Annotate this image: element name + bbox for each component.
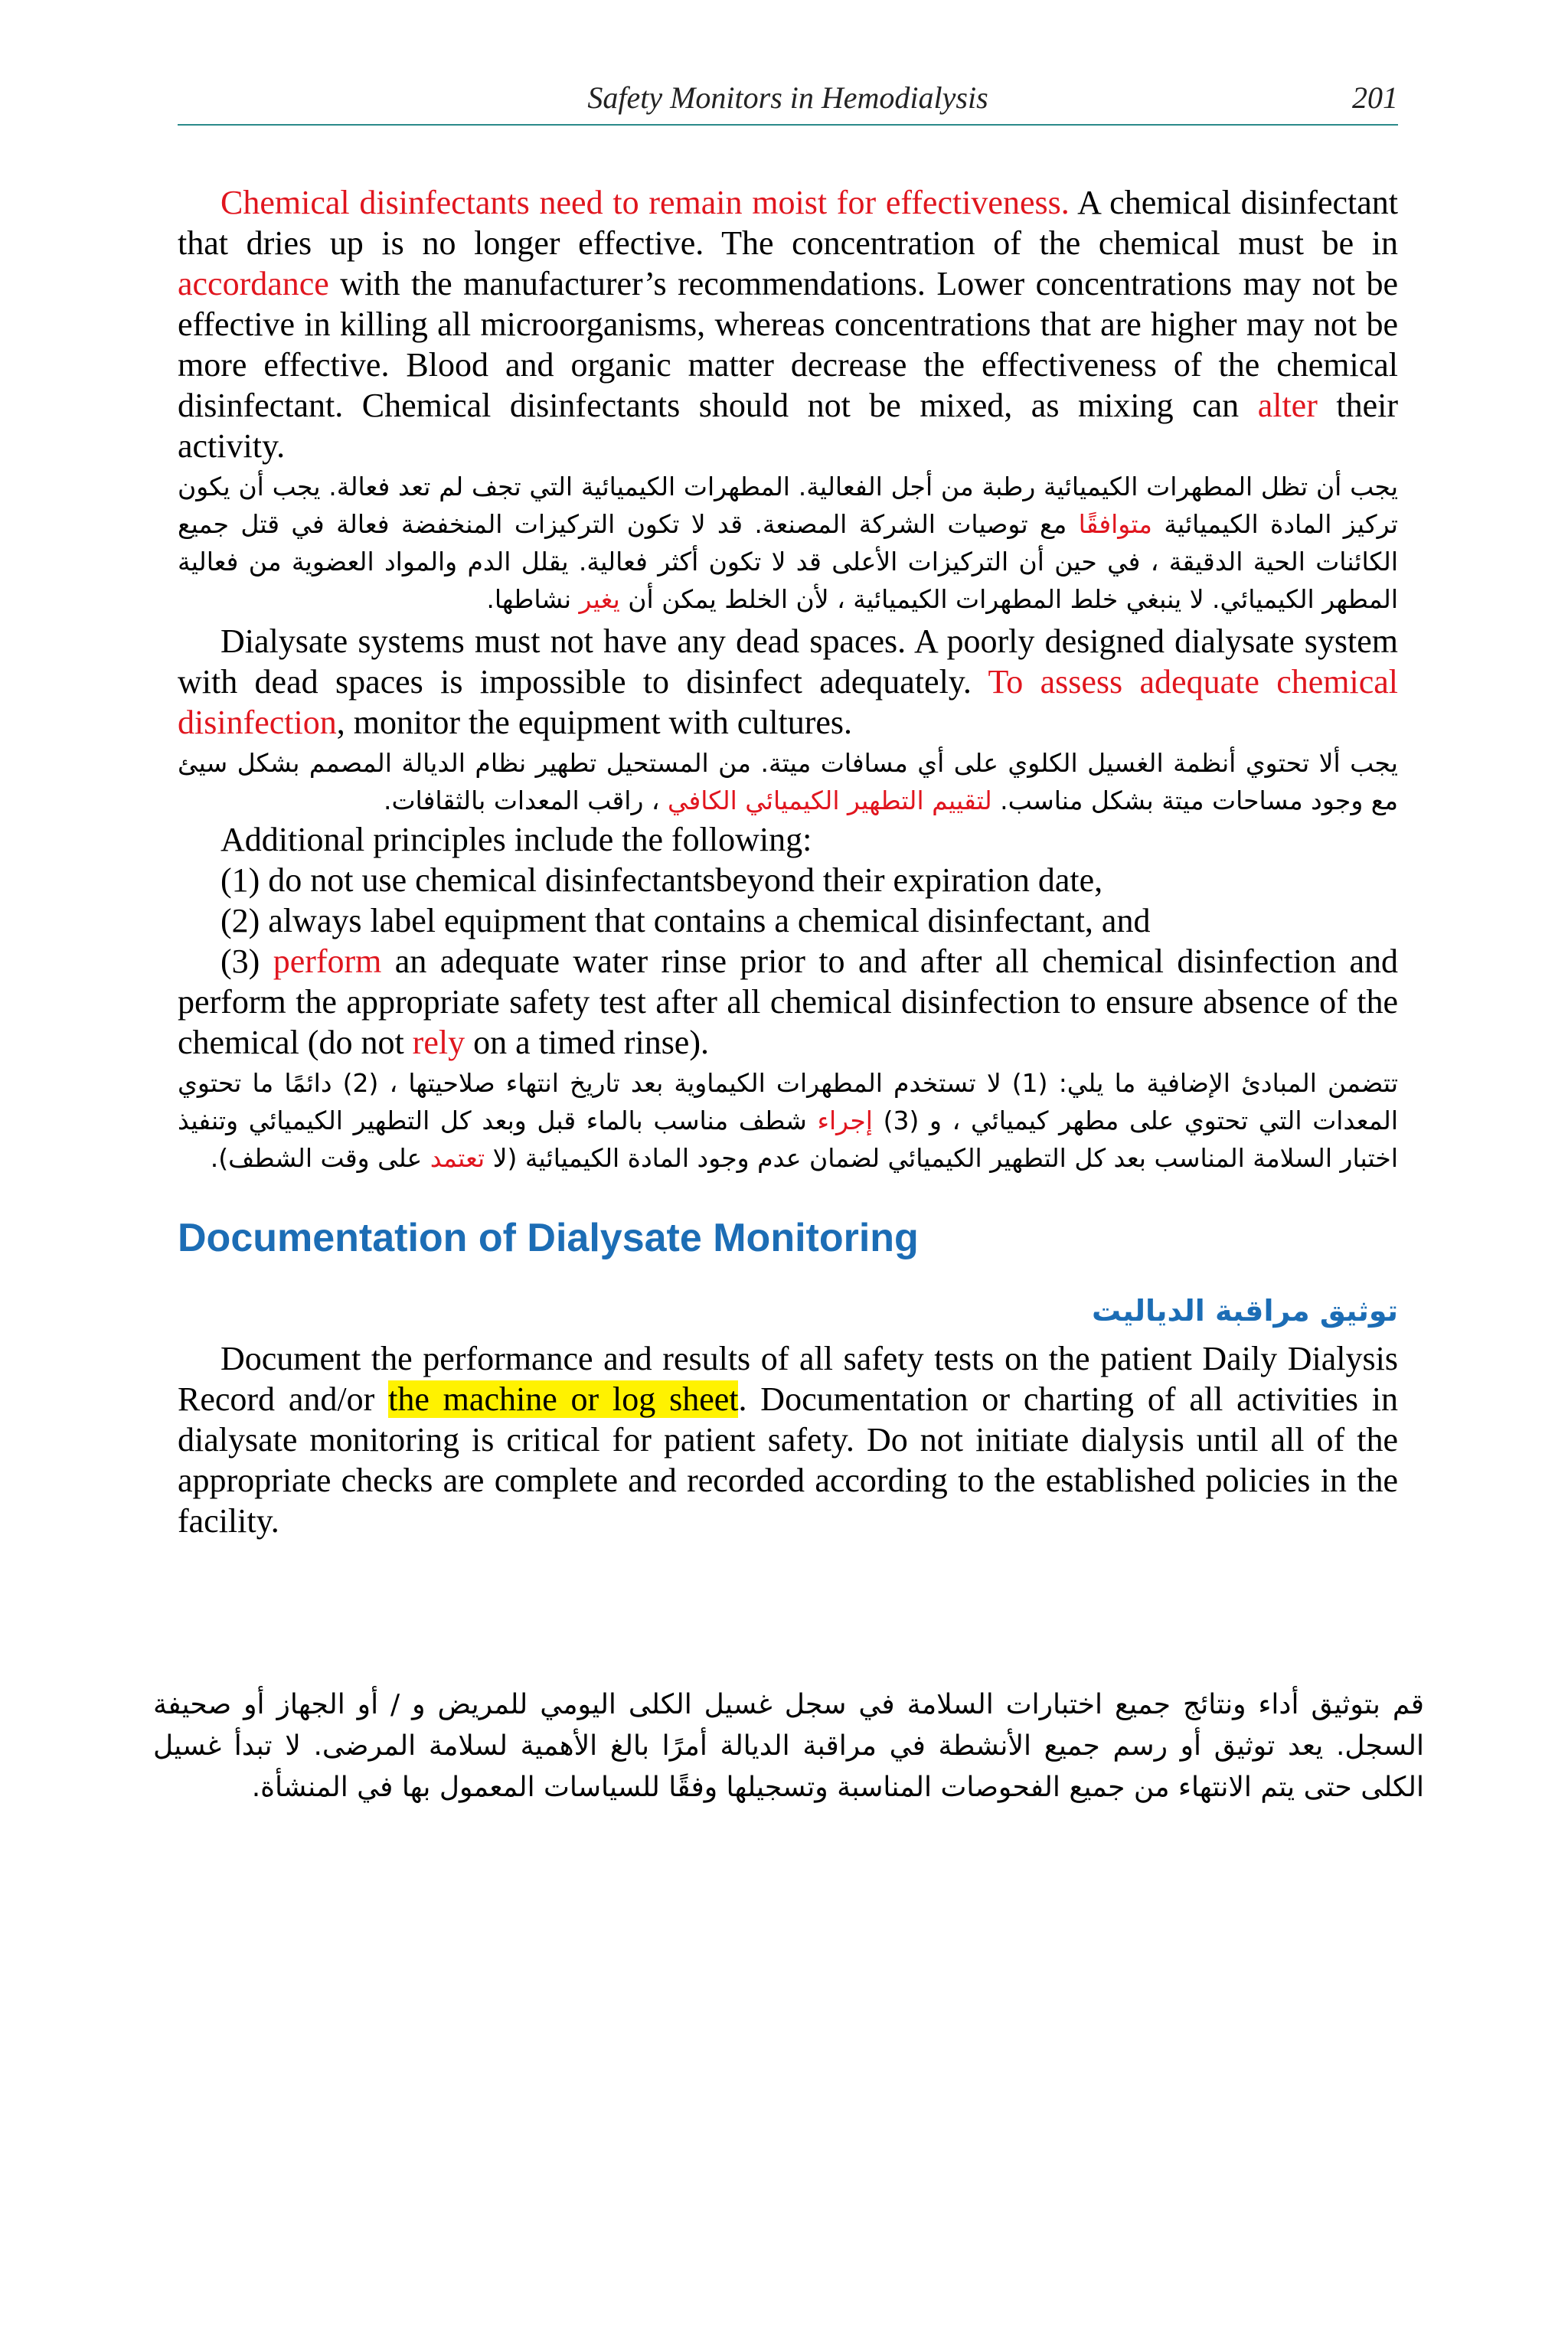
page-number: 201 — [1352, 80, 1398, 115]
principles-list — [178, 819, 1398, 1063]
red-word-ar: تعتمد — [430, 1143, 485, 1173]
running-title: Safety Monitors in Hemodialysis — [587, 80, 988, 115]
highlighted-phrase: the machine or log sheet — [388, 1380, 739, 1419]
red-phrase: To assess adequate chemical disinfection — [178, 663, 1398, 741]
red-word: alter — [1257, 387, 1318, 424]
list-intro: Additional principles include the following: — [220, 821, 812, 858]
red-word-ar: يغير — [579, 584, 620, 614]
red-word: perform — [273, 942, 382, 980]
paragraph-documentation-ar: قم بتوثيق أداء ونتائج جميع اختبارات السلامة في سجل غسيل الكلى اليومي للمريض و / أو الجهاز أو صحيفة السجل. يعد توثيق أو رسم جميع الأنشطة في مراقبة الديالة أمرًا بالغ الأهمية لسلامة المرضى. لا تبدأ غسيل الكلى حتى يتم الانتهاء من جميع الفحوصات المناسبة وتسجيلها وفقًا للسياسات المعمول بها في المنشأة. — [153, 1689, 1424, 1803]
paragraph-disinfectants-ar: يجب أن تظل المطهرات الكيميائية رطبة من أجل الفعالية. المطهرات الكيميائية التي تجف لم تعد فعالة. يجب أن يكون تركيز المادة الكيميائية متوافقًا مع توصيات الشركة المصنعة. قد لا تكون التركيزات المنخفضة فعالة في قتل جميع الكائنات الحية الدقيقة ، في حين أن التركيزات الأعلى قد لا تكون أكثر فعالية. يقلل الدم والمواد العضوية من فعالية المطهر الكيميائي. لا ينبغي خلط المطهرات الكيميائية ، لأن الخلط يمكن أن يغير نشاطها. — [178, 472, 1398, 614]
list-item-1: (1) do not use chemical disinfectantsbeyond their expiration date, — [220, 861, 1103, 899]
paragraph-principles-ar: تتضمن المبادئ الإضافية ما يلي: (1) لا تستخدم المطهرات الكيماوية بعد تاريخ انتهاء صلاحيتها ، (2) دائمًا ما تحتوي المعدات التي تحتوي على مطهر كيميائي ، و (3) إجراء شطف مناسب بالماء قبل وبعد كل التطهير الكيميائي وتنفيذ اختبار السلامة المناسب بعد كل التطهير الكيميائي لضمان عدم وجود المادة الكيميائية (لا تعتمد على وقت الشطف). — [178, 1068, 1399, 1173]
paragraph-disinfectants-en: Chemical disinfectants need to remain moist for effectiveness. A chemical disinfectant that dries up is no longer effective. The concentration of the chemical must be in accordance with the manufacturer’s recommendations. Lower concentrations may not be effective in killing all microorganisms, whereas concentrations that are higher may not be more effective. Blood and organic matter decrease the effectiveness of the chemical disinfectant. Chemical disinfectants should not be mixed, as mixing can alter their activity. — [178, 184, 1398, 465]
section-heading: Documentation of Dialysate Monitoring — [178, 1216, 919, 1260]
paragraph-dead-spaces-ar: يجب ألا تحتوي أنظمة الغسيل الكلوي على أي مسافات ميتة. من المستحيل تطهير نظام الديالة المصمم بشكل سيئ مع وجود مساحات ميتة بشكل مناسب. لتقييم التطهير الكيميائي الكافي ، راقب المعدات بالثقافات. — [178, 748, 1398, 815]
list-item-2: (2) always label equipment that contains a chemical disinfectant, and — [220, 902, 1151, 939]
red-word: accordance — [178, 265, 329, 302]
red-phrase: Chemical disinfectants need to remain moist for effectiveness. — [220, 184, 1070, 221]
list-item-3: (3) perform an adequate water rinse prior to and after all chemical disinfection and perform the appropriate safety test after all chemical disinfection to ensure absence of the chemical (do not rely on a timed rinse). — [178, 942, 1398, 1061]
red-word-ar: إجراء — [817, 1106, 873, 1135]
section-heading-ar: توثيق مراقبة الدياليت — [1091, 1294, 1398, 1328]
red-word-ar: متوافقًا — [1078, 509, 1152, 539]
red-word: rely — [412, 1024, 466, 1061]
paragraph-documentation-en: Document the performance and results of all safety tests on the patient Daily Dialysis Record and/or the machine or log sheet. Documentation or charting of all activities in dialysate monitoring is critical for patient safety. Do not initiate dialysis until all of the appropriate checks are complete and recorded according to the established policies in the facility. — [178, 1340, 1399, 1540]
page-body — [178, 182, 1398, 1541]
running-header — [178, 77, 1398, 126]
red-phrase-ar: لتقييم التطهير الكيميائي الكافي — [668, 786, 992, 815]
paragraph-dead-spaces-en: Dialysate systems must not have any dead spaces. A poorly designed dialysate system with dead spaces is impossible to disinfect adequately. To assess adequate chemical disinfection, monitor the equipment with cultures. — [178, 622, 1398, 741]
